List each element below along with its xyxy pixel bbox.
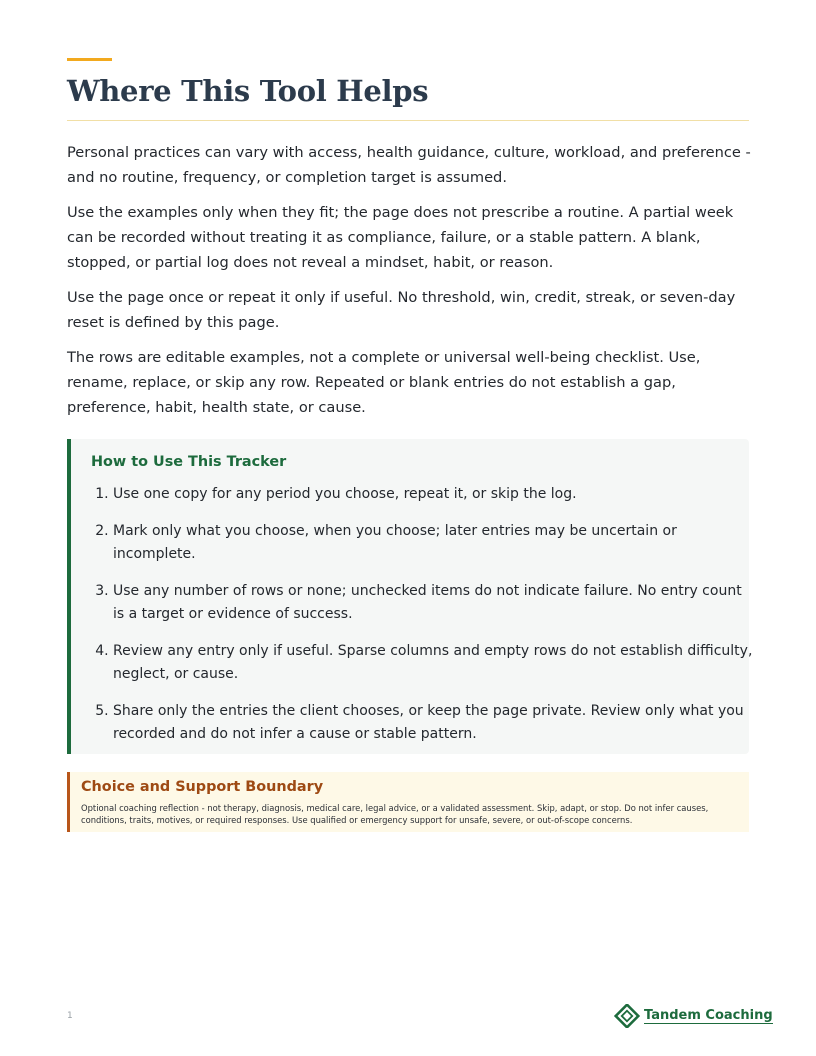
how-to-step: 1. Use one copy for any period you choose, repeat it, or skip the log. xyxy=(113,483,753,506)
how-to-use-steps xyxy=(91,483,753,760)
brand-name: Tandem Coaching xyxy=(644,1008,773,1023)
intro-paragraph: Personal practices can vary with access, health guidance, culture, workload, and preference - and no routine, frequency, or completion target is assumed. xyxy=(67,144,751,186)
intro-paragraph: Use the examples only when they fit; the page does not prescribe a routine. A partial week can be recorded without treating it as compliance, failure, or a stable pattern. A blank, stopped, or partial log does not reveal a mindset, habit, or reason. xyxy=(67,204,734,271)
how-to-use-title: How to Use This Tracker xyxy=(91,454,287,470)
intro-paragraph: The rows are editable examples, not a complete or universal well-being checklist. Use, rename, replace, or skip any row. Repeated or blank entries do not establish a gap, preference, habit, health state, or cause. xyxy=(67,349,701,416)
how-to-step: 2. Mark only what you choose, when you choose; later entries may be uncertain or incomplete. xyxy=(113,520,753,566)
support-boundary-callout xyxy=(67,772,749,832)
diamond-logo-icon xyxy=(614,1004,640,1028)
how-to-step: 5. Share only the entries the client chooses, or keep the page private. Review only what you recorded and do not infer a cause or stable pattern. xyxy=(113,700,753,746)
intro-paragraph: Use the page once or repeat it only if useful. No threshold, win, credit, streak, or seven-day reset is defined by this page. xyxy=(67,289,736,331)
page-title: Where This Tool Helps xyxy=(67,74,429,108)
title-divider xyxy=(67,120,749,121)
boundary-text: Optional coaching reflection - not therapy, diagnosis, medical care, legal advice, or a validated assessment. Skip, adapt, or stop. Do not infer causes, conditions, traits, motives, or required responses. Use qualified or emergency support for unsafe, severe, or out-of-scope concerns. xyxy=(81,803,709,825)
intro-section xyxy=(67,140,757,430)
title-accent-bar xyxy=(67,58,112,61)
page-number: 1 xyxy=(67,1011,73,1021)
boundary-title: Choice and Support Boundary xyxy=(81,779,324,795)
how-to-step: 4. Review any entry only if useful. Sparse columns and empty rows do not establish difficulty, neglect, or cause. xyxy=(113,640,753,686)
brand-footer xyxy=(614,1004,773,1028)
how-to-step: 3. Use any number of rows or none; unchecked items do not indicate failure. No entry count is a target or evidence of success. xyxy=(113,580,753,626)
how-to-use-panel xyxy=(67,439,753,754)
